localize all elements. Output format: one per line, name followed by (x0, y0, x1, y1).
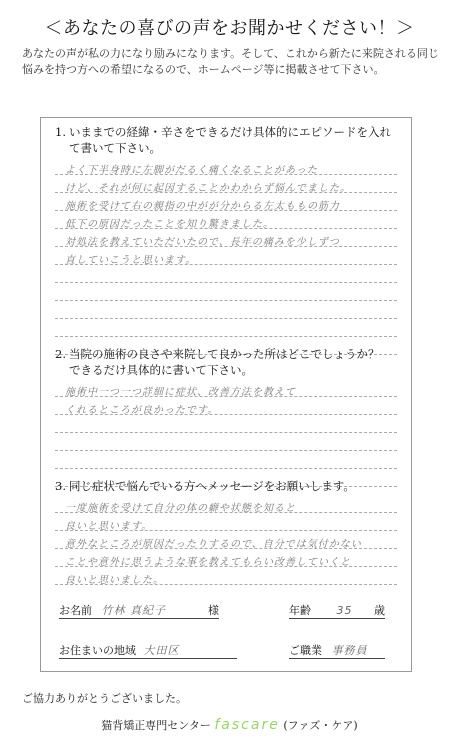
answer-1-line: よく下半身時に左脚がだるく痛くなることがあった (65, 165, 318, 176)
area-label: お住まいの地域 (59, 644, 136, 657)
answer-3-line: 良いと思いました。 (65, 575, 164, 586)
question-1 (55, 124, 397, 156)
area-value: 大田区 (143, 644, 180, 657)
footer (0, 717, 459, 733)
answer-3-line: 意外なところが原因だったりするので、自分では気付かない (65, 539, 362, 550)
name-suffix: 様 (208, 604, 219, 617)
answer-3-line: ことや意外に思うような事を教えてもらい改善していくと (65, 557, 351, 568)
answer-1-line: けど、それが何に起因することかわからず悩んでました。 (65, 183, 351, 194)
job-value: 事務員 (331, 644, 368, 657)
footer-center-name: 猫背矯正専門センター (101, 719, 211, 732)
question-3-text (55, 478, 397, 494)
answer-1-line: 直していこうと思います。 (65, 255, 197, 266)
question-1-line2: て書いて下さい。 (69, 141, 161, 155)
answer-1-line: 低下の原因だったことを知り驚きました。 (65, 219, 274, 230)
answer-3-line: 良いと思います。 (65, 521, 153, 532)
name-label: お名前 (59, 604, 92, 617)
question-2-line1: 当院の施術の良さや来院して良かった所はどこでしょうか？ (69, 347, 380, 361)
question-1-text (55, 124, 397, 156)
age-label: 年齢 (289, 604, 311, 617)
name-field (59, 602, 219, 619)
name-value: 竹林 真紀子 (101, 604, 166, 617)
answer-2-lines (55, 378, 397, 468)
questionnaire-form (40, 117, 412, 672)
question-3-number: 3. (55, 479, 66, 493)
intro-text: あなたの声が私の力になり励みになります。そして、これから新たに来院される同じ悩みを持つ方への希望になるので、ホームページ等に掲載させて下さい。 (22, 47, 439, 76)
thanks-text: ご協力ありがとうございました。 (22, 692, 187, 705)
age-value: 35 (336, 604, 353, 617)
question-2-line2: できるだけ具体的に書いて下さい。 (69, 363, 253, 377)
question-1-line1: いままでの経緯・辛さをできるだけ具体的にエピソードを入れ (69, 125, 391, 139)
page-title: ＜あなたの喜びの声をお聞かせください！＞ (44, 18, 415, 39)
question-2-text (55, 346, 397, 378)
job-field (289, 642, 385, 659)
age-field (289, 602, 385, 619)
job-label: ご職業 (289, 644, 322, 657)
answer-2-line: 施術中一つ一つ詳細に症状、改善方法を教えて (65, 387, 296, 398)
answer-2-line: くれるところが良かったです。 (65, 405, 219, 416)
footer-brand-reading: (ファズ・ケア) (283, 719, 358, 732)
question-3-line1: 同じ症状で悩んでいる方へメッセージをお願いします。 (69, 479, 355, 493)
answer-3-lines (55, 494, 397, 594)
answer-1-lines (55, 156, 397, 326)
answer-1-line: 施術を受けて右の親指の中がが分からる左太ももの筋力 (65, 201, 340, 212)
age-suffix: 歳 (374, 604, 385, 617)
answer-1-line: 対処法を教えていただいたので、長年の痛みを少しずつ (65, 237, 340, 248)
answer-3-line: 一度施術を受けて自分の体の癖や状態を知ると (65, 503, 296, 514)
question-3 (55, 478, 397, 494)
footer-brand-logo: fascare (214, 717, 280, 733)
area-field (59, 642, 237, 659)
question-1-number: 1. (55, 125, 66, 139)
question-2-number: 2. (55, 347, 66, 361)
question-2 (55, 346, 397, 378)
